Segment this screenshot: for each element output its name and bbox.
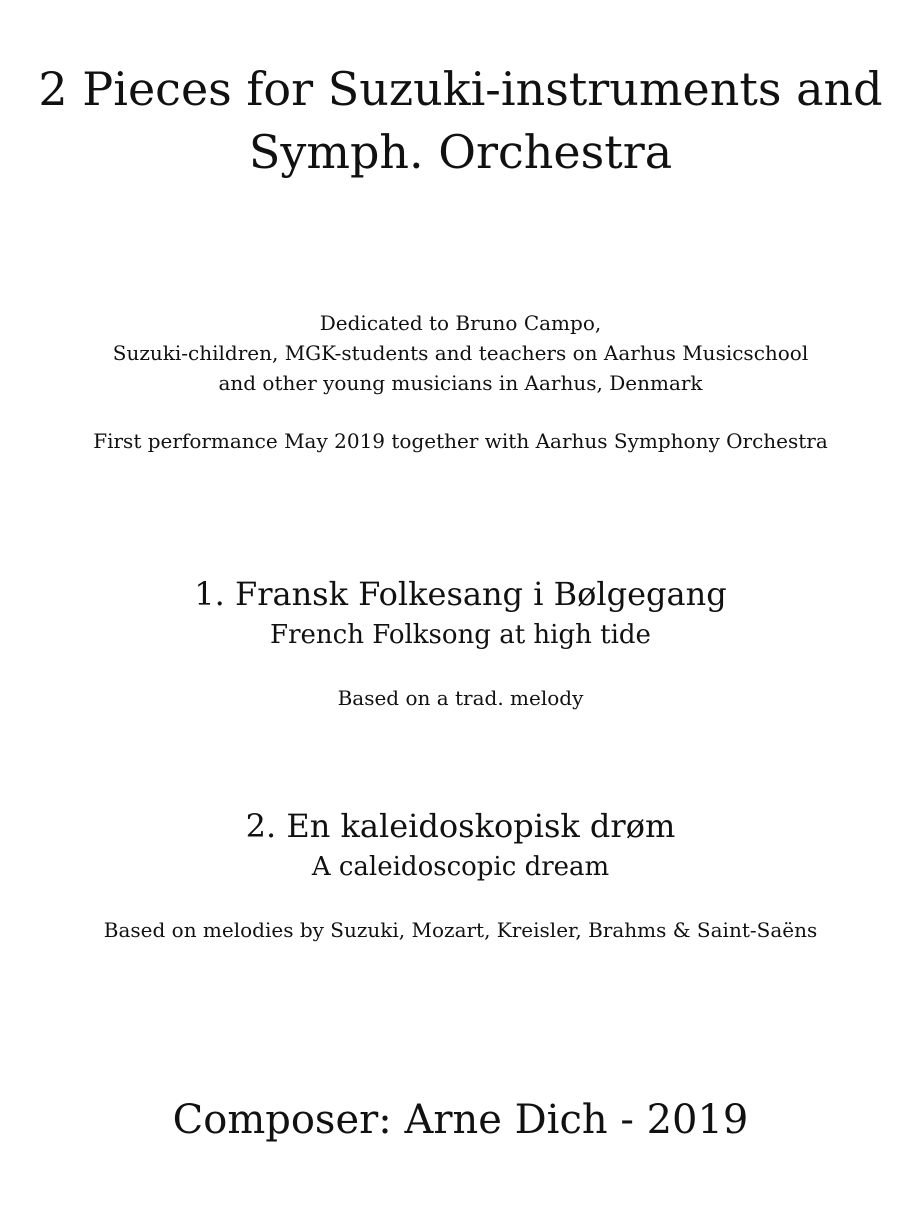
page-title: [0, 58, 921, 184]
piece-2-subtitle: A caleidoscopic dream: [311, 852, 610, 882]
dedication-block: [0, 308, 921, 398]
dedication-line-3: and other young musicians in Aarhus, Denmark: [218, 371, 703, 395]
page-title-line-2: Symph. Orchestra: [248, 125, 673, 179]
dedication-line-1: Dedicated to Bruno Campo,: [319, 311, 602, 335]
piece-2-note: Based on melodies by Suzuki, Mozart, Kreisler, Brahms & Saint-Saëns: [103, 918, 818, 942]
piece-1-subtitle: French Folksong at high tide: [270, 620, 651, 650]
piece-1-note: Based on a trad. melody: [337, 686, 584, 710]
dedication-line-2: Suzuki-children, MGK-students and teachers on Aarhus Musicschool: [112, 341, 809, 365]
page-title-line-1: 2 Pieces for Suzuki-instruments and: [38, 62, 883, 116]
piece-2-title: 2. En kaleidoskopisk drøm: [245, 807, 676, 845]
premiere-note: First performance May 2019 together with Aarhus Symphony Orchestra: [93, 429, 828, 453]
piece-1-title: 1. Fransk Folkesang i Bølgegang: [194, 575, 727, 613]
composer-credit: Composer: Arne Dich - 2019: [172, 1097, 749, 1143]
